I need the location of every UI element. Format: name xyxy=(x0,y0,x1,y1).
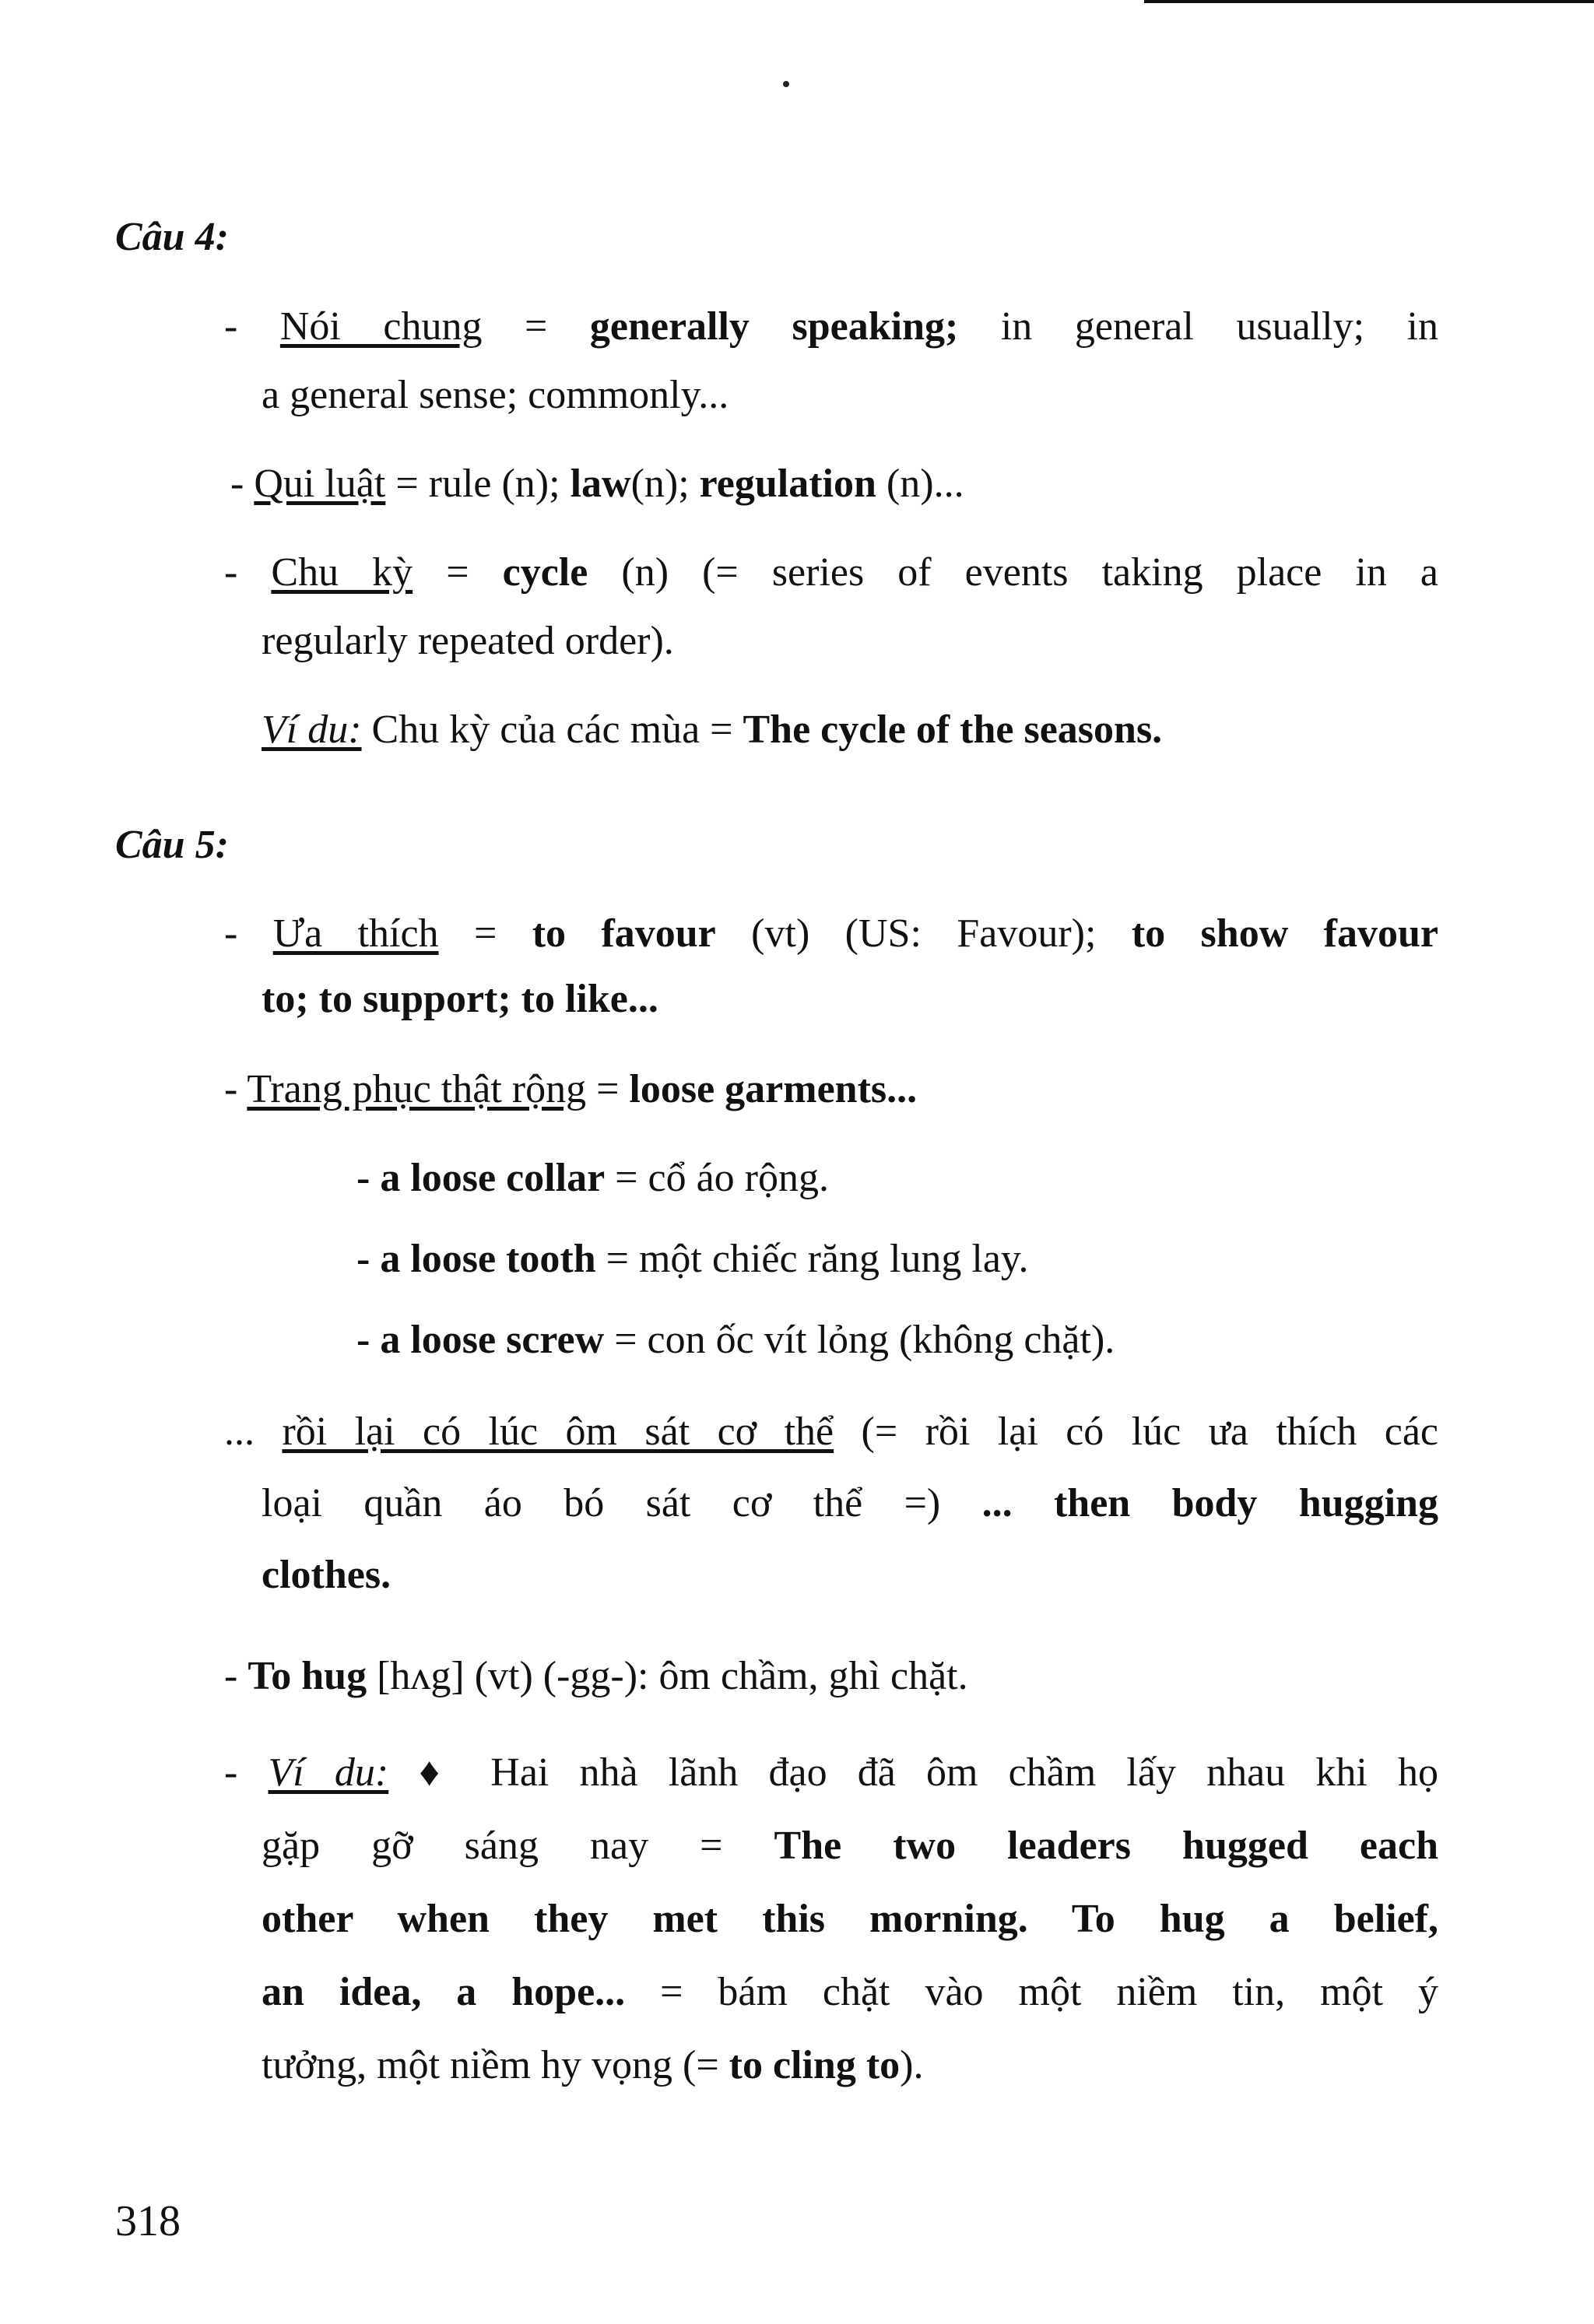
cau5-heading: Câu 5: xyxy=(115,823,229,867)
cau5-line-12: gặp gỡ sáng nay = The two leaders hugged each xyxy=(262,1824,1438,1868)
cau5-line-4: - a loose collar = cổ áo rộng. xyxy=(356,1156,829,1200)
cau5-line-8: loại quần áo bó sát cơ thể =) ... then body hugging xyxy=(262,1481,1438,1525)
cau4-example: Ví du: Chu kỳ của các mùa = The cycle of the seasons. xyxy=(262,707,1163,752)
cau5-line-6: - a loose screw = con ốc vít lỏng (không chặt). xyxy=(356,1318,1115,1362)
cau5-line-7: ... rồi lại có lúc ôm sát cơ thể (= rồi lại có lúc ưa thích các xyxy=(224,1409,1439,1454)
cau4-line-4: - Chu kỳ = cycle (n) (= series of events taking place in a xyxy=(224,550,1438,595)
cau4-line-5: regularly repeated order). xyxy=(262,619,674,663)
top-rule xyxy=(1144,0,1594,3)
page-number: 318 xyxy=(115,2197,181,2245)
cau5-line-11: - Ví du: ♦ Hai nhà lãnh đạo đã ôm chầm lấy nhau khi họ xyxy=(224,1750,1438,1795)
cau5-line-13: other when they met this morning. To hug a belief, xyxy=(262,1897,1438,1941)
cau5-line-1: - Ưa thích = to favour (vt) (US: Favour); to show favour xyxy=(224,911,1438,956)
cau4-line-2: a general sense; commonly... xyxy=(262,373,729,417)
cau5-line-9: clothes. xyxy=(262,1553,391,1597)
cau4-line-1: - Nói chung = generally speaking; in general usually; in xyxy=(224,304,1438,349)
cau5-line-10: - To hug [hʌg] (vt) (-gg-): ôm chầm, ghì chặt. xyxy=(224,1654,968,1698)
scan-speck xyxy=(783,81,789,87)
cau5-line-2: to; to support; to like... xyxy=(262,977,658,1021)
cau5-line-3: - Trang phục thật rộng = loose garments... xyxy=(224,1067,918,1111)
cau4-heading: Câu 4: xyxy=(115,215,229,259)
cau5-line-5: - a loose tooth = một chiếc răng lung lay. xyxy=(356,1237,1029,1281)
cau5-line-14: an idea, a hope... = bám chặt vào một niềm tin, một ý xyxy=(262,1970,1438,2014)
cau5-line-15: tưởng, một niềm hy vọng (= to cling to). xyxy=(262,2043,924,2087)
cau4-line-3: - Qui luật = rule (n); law(n); regulation (n)... xyxy=(230,462,964,506)
